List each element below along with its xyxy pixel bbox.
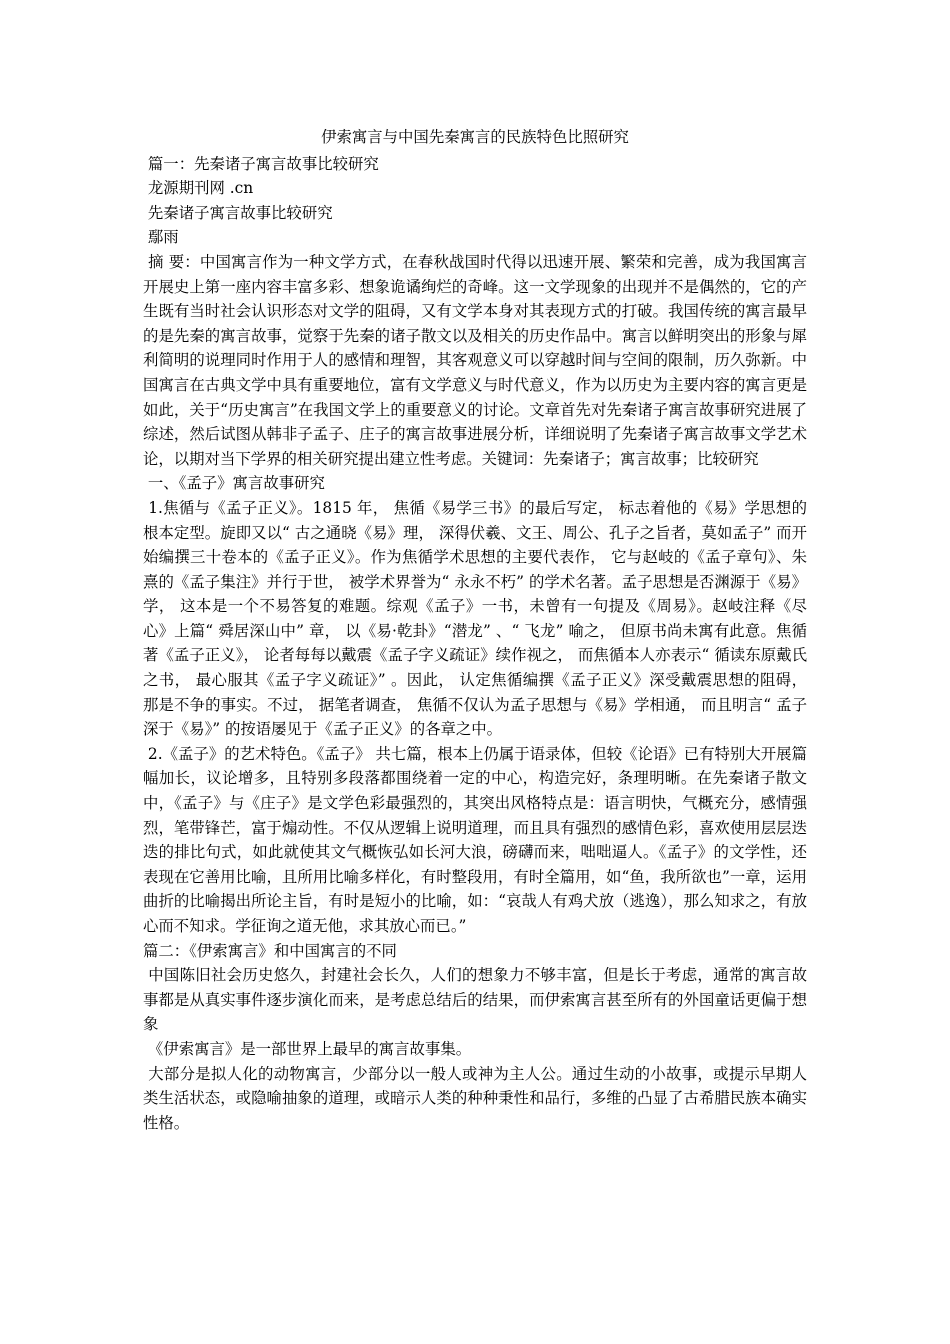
section-heading-mencius: 一、《孟子》寓言故事研究 [143, 474, 325, 493]
source-site: 龙源期刊网 .cn [143, 179, 254, 198]
section-heading-part-two: 篇二：《伊索寓言》和中国寓言的不同 [143, 941, 397, 960]
abstract-paragraph: 摘 要：中国寓言作为一种文学方式，在春秋战国时代得以迅速开展、繁荣和完善，成为我国寓言开展史上第一座内容丰富多彩、想象诡谲绚烂的奇峰。这一文学现象的出现并不是偶然的，它的产生既有当时社会认识形态对文学的阻碍，又有文学本身对其表现方式的打破。我国传统的寓言最早的是先秦的寓言故事，觉察于先秦的诸子散文以及相关的历史作品中。寓言以鲜明突出的形象与犀利简明的说理同时作用于人的感情和理智，其客观意义可以穿越时间与空间的限制，历久弥新。中国寓言在古典文学中具有重要地位，富有文学意义与时代意义，作为以历史为主要内容的寓言更是如此，关于“历史寓言”在我国文学上的重要意义的讨论。文章首先对先秦诸子寓言故事研究进展了综述，然后试图从韩非子孟子、庄子的寓言故事进展分析，详细说明了先秦诸子寓言故事文学艺术论，以期对当下学界的相关研究提出建立性考虑。关键词：先秦诸子；寓言故事；比较研究 [143, 252, 807, 468]
paragraph-aesop-intro: 《伊索寓言》是一部世界上最早的寓言故事集。 [143, 1039, 472, 1058]
document-page [143, 125, 812, 1135]
document-title: 伊索寓言与中国先秦寓言的民族特色比照研究 [321, 128, 629, 146]
paragraph-jiao-xun: 1.焦循与《孟子正义》。1815 年， 焦循《易学三书》的最后写定， 标志着他的《易》学思想的根本定型。旋即又以“ 古之通晓《易》理， 深得伏羲、文王、周公、孔子之旨者，莫如孟子” 而开始编撰三十卷本的《孟子正义》。作为焦循学术思想的主要代表作， 它与赵岐的《孟子章句》、朱熹的《孟子集注》并行于世， 被学术界誉为“ 永永不朽” 的学术名著。孟子思想是否渊源于《易》学， 这本是一个不易答复的难题。综观《孟子》一书，未曾有一句提及《周易》。赵岐注释《尽心》上篇“ 舜居深山中” 章， 以《易·乾卦》“潜龙” 、“ 飞龙” 喻之， 但原书尚未寓有此意。焦循著《孟子正义》， 论者每每以戴震《孟子字义疏证》续作视之， 而焦循本人亦表示“ 循读东原戴氏之书， 最心服其《孟子字义疏证》” 。因此， 认定焦循编撰《孟子正义》深受戴震思想的阻碍， 那是不争的事实。不过， 据笔者调查， 焦循不仅认为孟子思想与《易》学相通， 而且明言“ 孟子深于《易》” 的按语屡见于《孟子正义》的各章之中。 [143, 498, 812, 739]
article-title: 先秦诸子寓言故事比较研究 [143, 203, 333, 222]
author-name: 鄢雨 [143, 228, 179, 247]
section-heading-part-one: 篇一：先秦诸子寓言故事比较研究 [143, 154, 379, 173]
paragraph-aesop-content: 大部分是拟人化的动物寓言，少部分以一般人或神为主人公。通过生动的小故事，或提示早期人类生活状态，或隐喻抽象的道理，或暗示人类的种种秉性和品行，多维的凸显了古希腊民族本确实性格。 [143, 1064, 807, 1132]
paragraph-mencius-art: 2.《孟子》的艺术特色。《孟子》 共七篇，根本上仍属于语录体，但较《论语》已有特别大开展篇幅加长，议论增多，且特别多段落都围绕着一定的中心，构造完好，条理明晰。在先秦诸子散文中，《孟子》与《庄子》是文学色彩最强烈的，其突出风格特点是：语言明快，气概充分，感情强烈，笔带锋芒，富于煽动性。不仅从逻辑上说明道理，而且具有强烈的感情色彩，喜欢使用层层迭迭的排比句式，如此就使其文气概恢弘如长河大浪，磅礴而来，咄咄逼人。《孟子》的文学性，还表现在它善用比喻，且所用比喻多样化，有时整段用，有时全篇用，如“鱼，我所欲也”一章，运用曲折的比喻揭出所论主旨，有时是短小的比喻，如：“哀哉人有鸡犬放（逃逸），那么知求之，有放心而不知求。学征询之道无他，求其放心而已。” [143, 744, 807, 935]
paragraph-chinese-fables: 中国陈旧社会历史悠久，封建社会长久，人们的想象力不够丰富，但是长于考虑，通常的寓言故事都是从真实事件逐步演化而来，是考虑总结后的结果，而伊索寓言甚至所有的外国童话更偏于想象 [143, 966, 807, 1034]
